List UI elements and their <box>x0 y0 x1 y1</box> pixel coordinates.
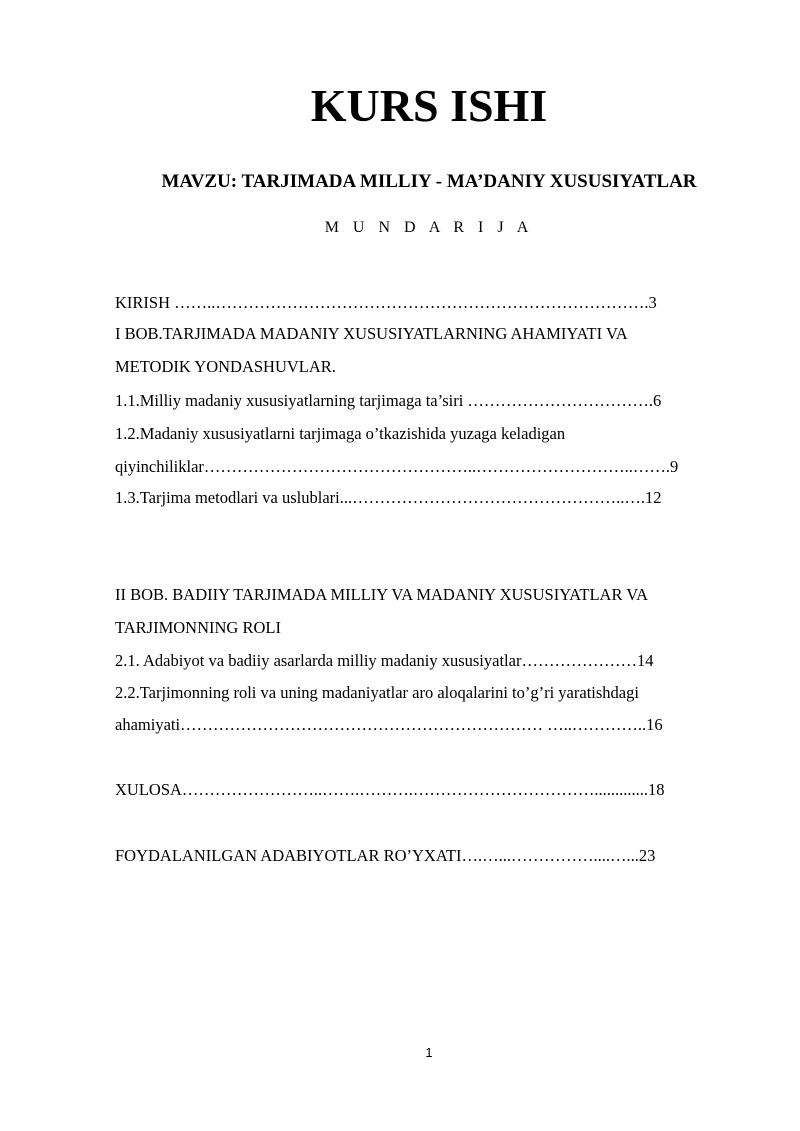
contents-heading: M U N D A R I J A <box>324 219 534 236</box>
toc-entry-1-1: 1.1.Milliy madaniy xususiyatlarning tarjimaga ta’siri …………………………….6 <box>115 391 662 410</box>
toc-chapter-2-heading: II BOB. BADIIY TARJIMADA MILLIY VA MADANIY XUSUSIYATLAR VA <box>115 585 648 604</box>
toc-entry-introduction: KIRISH ……..…………………………………………………………………….3 <box>115 293 657 312</box>
toc-entry-2-2: 2.2.Tarjimonning roli va uning madaniyatlar aro aloqalarini to’g’ri yaratishdagi <box>115 683 639 702</box>
toc-chapter-1-heading: I BOB.TARJIMADA MADANIY XUSUSIYATLARNING AHAMIYATI VA <box>115 324 628 343</box>
page-number: 1 <box>425 1045 433 1060</box>
toc-entry-1-2-continued: qiyinchiliklar…………………………………………..………………………..…….9 <box>115 457 679 476</box>
toc-entry-2-1: 2.1. Adabiyot va badiiy asarlarda milliy madaniy xususiyatlar…………………14 <box>115 651 654 670</box>
toc-entry-1-2: 1.2.Madaniy xususiyatlarni tarjimaga o’tkazishida yuzaga keladigan <box>115 424 566 443</box>
toc-entry-1-3: 1.3.Tarjima metodlari va uslublari...…………………………………………..….12 <box>115 488 662 507</box>
toc-entry-bibliography: FOYDALANILGAN ADABIYOTLAR RO’YXATI….…...……………....…...23 <box>115 846 656 865</box>
toc-chapter-2-heading-continued: TARJIMONNING ROLI <box>115 618 281 637</box>
toc-entry-conclusion: XULOSA……………………..…….……….…………………………….............18 <box>115 780 665 799</box>
document-title: KURS ISHI <box>310 80 548 131</box>
document-subject: MAVZU: TARJIMADA MILLIY - MA’DANIY XUSUSIYATLAR <box>161 171 697 192</box>
toc-entry-2-2-continued: ahamiyati………………………………………………………… …..…………..16 <box>115 715 663 734</box>
toc-chapter-1-heading-continued: METODIK YONDASHUVLAR. <box>115 357 336 376</box>
